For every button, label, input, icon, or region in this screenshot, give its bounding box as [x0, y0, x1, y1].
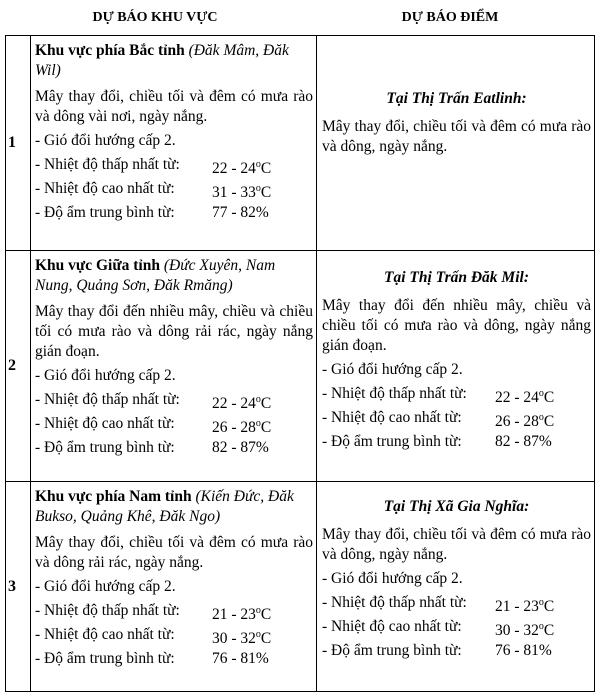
- forecast-table: [5, 35, 595, 692]
- region-forecast-cell: [31, 251, 317, 482]
- humidity-label: - Độ ẩm trung bình từ:: [35, 650, 175, 667]
- humidity-label: - Độ ẩm trung bình từ:: [322, 642, 462, 659]
- min-temp-line: [35, 390, 313, 413]
- row-number: 1: [6, 36, 31, 251]
- region-places: (Đăk Mâm, Đăk Wil): [35, 42, 289, 79]
- point-title: Tại Thị Xã Gia Nghĩa:: [383, 498, 530, 515]
- region-name: Khu vực Giữa tỉnh: [35, 257, 160, 274]
- region-places: (Kiến Đức, Đăk Bukso, Quảng Khê, Đăk Ngo): [35, 488, 294, 525]
- min-temp-line: [35, 155, 313, 178]
- min-temp-line: [322, 593, 591, 616]
- humidity-line: [35, 649, 313, 669]
- max-temp-label: - Nhiệt độ cao nhất từ:: [322, 618, 462, 635]
- region-description: Mây thay đổi, chiều tối và đêm có mưa rào và dông rải rác, ngày nắng.: [35, 534, 313, 571]
- max-temp-line: [322, 617, 591, 640]
- point-title: Tại Thị Trấn Đăk Mil:: [384, 269, 529, 286]
- max-temp-line: [35, 179, 313, 202]
- humidity-value: 82 - 87%: [495, 433, 552, 450]
- table-header: [0, 0, 600, 36]
- region-description: Mây thay đổi đến nhiều mây, chiều và chiều tối có mưa rào và dông rải rác, ngày nắng gián đoạn.: [35, 303, 313, 360]
- max-temp-label: - Nhiệt độ cao nhất từ:: [35, 180, 175, 197]
- wind-line: - Gió đổi hướng cấp 2.: [322, 570, 463, 587]
- wind-line: - Gió đổi hướng cấp 2.: [35, 132, 176, 149]
- min-temp-line: [35, 601, 313, 624]
- region-title: [35, 256, 313, 296]
- min-temp-value: 22 - 24$^o$C: [212, 159, 272, 178]
- max-temp-value: 30 - 32$^o$C: [495, 621, 555, 640]
- max-temp-value: 31 - 33$^o$C: [212, 183, 272, 202]
- min-temp-label: - Nhiệt độ thấp nhất từ:: [322, 594, 467, 611]
- humidity-label: - Độ ẩm trung bình từ:: [322, 433, 462, 450]
- humidity-line: [35, 203, 313, 223]
- wind-line: - Gió đổi hướng cấp 2.: [35, 578, 176, 595]
- min-temp-value: 21 - 23$^o$C: [495, 597, 555, 616]
- region-name: Khu vực phía Nam tỉnh: [35, 488, 192, 505]
- region-description: Mây thay đổi, chiều tối và đêm có mưa rào và dông vài nơi, ngày nắng.: [35, 88, 313, 125]
- max-temp-label: - Nhiệt độ cao nhất từ:: [35, 415, 175, 432]
- header-region-forecast: DỰ BÁO KHU VỰC: [92, 10, 218, 25]
- point-forecast-cell: [317, 36, 595, 251]
- min-temp-label: - Nhiệt độ thấp nhất từ:: [322, 385, 467, 402]
- point-description: Mây thay đổi, chiều tối và đêm có mưa rào và dông, ngày nắng.: [322, 118, 591, 155]
- humidity-line: [322, 432, 591, 452]
- humidity-label: - Độ ẩm trung bình từ:: [35, 204, 175, 221]
- max-temp-value: 26 - 28$^o$C: [212, 418, 272, 437]
- humidity-value: 76 - 81%: [212, 650, 269, 667]
- humidity-line: [35, 438, 313, 458]
- humidity-value: 82 - 87%: [212, 439, 269, 456]
- region-forecast-cell: [31, 482, 317, 692]
- humidity-label: - Độ ẩm trung bình từ:: [35, 439, 175, 456]
- point-description: Mây thay đổi đến nhiều mây, chiều và chiều tối có mưa rào và dông, ngày nắng gián đoạn.: [322, 297, 591, 354]
- region-places: (Đức Xuyên, Nam Nung, Quảng Sơn, Đăk Rmăng): [35, 257, 276, 294]
- header-point-forecast: DỰ BÁO ĐIỂM: [401, 10, 499, 25]
- humidity-value: 76 - 81%: [495, 642, 552, 659]
- region-title: [35, 41, 313, 81]
- max-temp-line: [35, 625, 313, 648]
- max-temp-value: 30 - 32$^o$C: [212, 629, 272, 648]
- table-row: [6, 36, 595, 251]
- min-temp-value: 22 - 24$^o$C: [495, 388, 555, 407]
- point-forecast-cell: [317, 251, 595, 482]
- region-title: [35, 487, 313, 527]
- region-name: Khu vực phía Bắc tỉnh: [35, 42, 185, 59]
- max-temp-label: - Nhiệt độ cao nhất từ:: [35, 626, 175, 643]
- max-temp-line: [322, 408, 591, 431]
- humidity-line: [322, 641, 591, 661]
- min-temp-label: - Nhiệt độ thấp nhất từ:: [35, 602, 180, 619]
- min-temp-label: - Nhiệt độ thấp nhất từ:: [35, 156, 180, 173]
- wind-line: - Gió đổi hướng cấp 2.: [322, 361, 463, 378]
- min-temp-value: 21 - 23$^o$C: [212, 605, 272, 624]
- min-temp-line: [322, 384, 591, 407]
- max-temp-line: [35, 414, 313, 437]
- wind-line: - Gió đổi hướng cấp 2.: [35, 367, 176, 384]
- max-temp-value: 26 - 28$^o$C: [495, 412, 555, 431]
- table-row: [6, 251, 595, 482]
- row-number: 2: [6, 251, 31, 482]
- point-description: Mây thay đổi, chiều tối và đêm có mưa rào và dông, ngày nắng.: [322, 526, 591, 563]
- row-number: 3: [6, 482, 31, 692]
- min-temp-value: 22 - 24$^o$C: [212, 394, 272, 413]
- table-row: [6, 482, 595, 692]
- point-forecast-cell: [317, 482, 595, 692]
- humidity-value: 77 - 82%: [212, 204, 269, 221]
- point-title: Tại Thị Trấn Eatlinh:: [386, 90, 527, 107]
- max-temp-label: - Nhiệt độ cao nhất từ:: [322, 409, 462, 426]
- min-temp-label: - Nhiệt độ thấp nhất từ:: [35, 391, 180, 408]
- region-forecast-cell: [31, 36, 317, 251]
